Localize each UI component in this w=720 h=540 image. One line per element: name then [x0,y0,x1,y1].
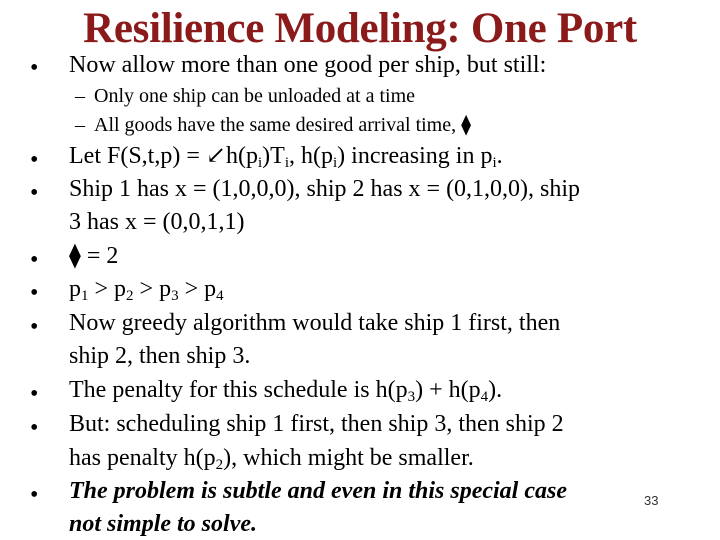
bullet-text-continued [69,444,474,472]
sub-bullet-label: All goods have the same desired arrival time, ⧫ [94,114,471,136]
bullet-text [69,142,503,170]
subscript: 1 [81,288,89,304]
text-run: > p [88,276,127,302]
sub-bullet-text [75,84,415,108]
subscript: i [257,155,263,171]
text-run: has penalty h(p [69,445,216,471]
bullet-icon: • [30,147,39,173]
text-run: p [69,276,81,302]
bullet-text [69,275,224,303]
sub-bullet-text [75,113,471,137]
text-run: ) + h(p [415,377,481,403]
bullet-icon: • [30,180,39,206]
subscript: i [492,155,497,171]
text-run: ). [488,377,503,403]
dash-icon: – [75,85,85,107]
text-run: Let F(S,t,p) = [69,143,206,169]
text-run: ), which might be smaller. [223,445,474,471]
subscript: 4 [216,288,224,304]
subscript: 2 [126,288,134,304]
text-run: ) increasing in p [337,143,493,169]
bullet-icon: • [30,55,39,81]
text-run: h(p [225,143,258,169]
bullet-icon: • [30,280,39,306]
text-run: The penalty for this schedule is h(p [69,377,408,403]
bullet-icon: • [30,247,39,273]
text-run: . [496,143,503,169]
bullet-text: ⧫ = 2 [69,243,119,269]
text-run: > p [133,276,172,302]
text-run: , h(p [288,143,333,169]
text-run: )T [262,143,285,169]
bullet-text: Ship 1 has x = (1,0,0,0), ship 2 has x = (0,1,0,0), ship [69,176,581,202]
bullet-text: Now greedy algorithm would take ship 1 first, then [69,310,561,336]
emphasis-text: The problem is subtle and even in this special case [69,478,567,504]
subscript: i [332,155,338,171]
page-number: 33 [644,493,659,508]
bullet-icon: • [30,415,39,441]
text-run: > p [178,276,217,302]
subscript: 3 [171,288,179,304]
subscript: 2 [215,457,224,473]
subscript: i [284,155,289,171]
bullet-text [69,376,502,404]
dash-icon: – [75,114,85,136]
bullet-text: But: scheduling ship 1 first, then ship 3, then ship 2 [69,411,564,437]
bullet-text-continued: 3 has x = (0,0,1,1) [69,209,245,235]
sub-bullet-label: Only one ship can be unloaded at a time [94,85,416,107]
bullet-icon: • [30,381,39,407]
subscript: 4 [480,389,489,405]
sum-icon: ↙ [205,143,226,169]
slide-title: Resilience Modeling: One Port [83,5,637,52]
bullet-icon: • [30,314,39,340]
bullet-icon: • [30,482,39,508]
bullet-text-continued: ship 2, then ship 3. [69,343,251,369]
emphasis-text-continued: not simple to solve. [69,511,257,537]
bullet-text: Now allow more than one good per ship, but still: [69,52,547,78]
subscript: 3 [407,389,416,405]
